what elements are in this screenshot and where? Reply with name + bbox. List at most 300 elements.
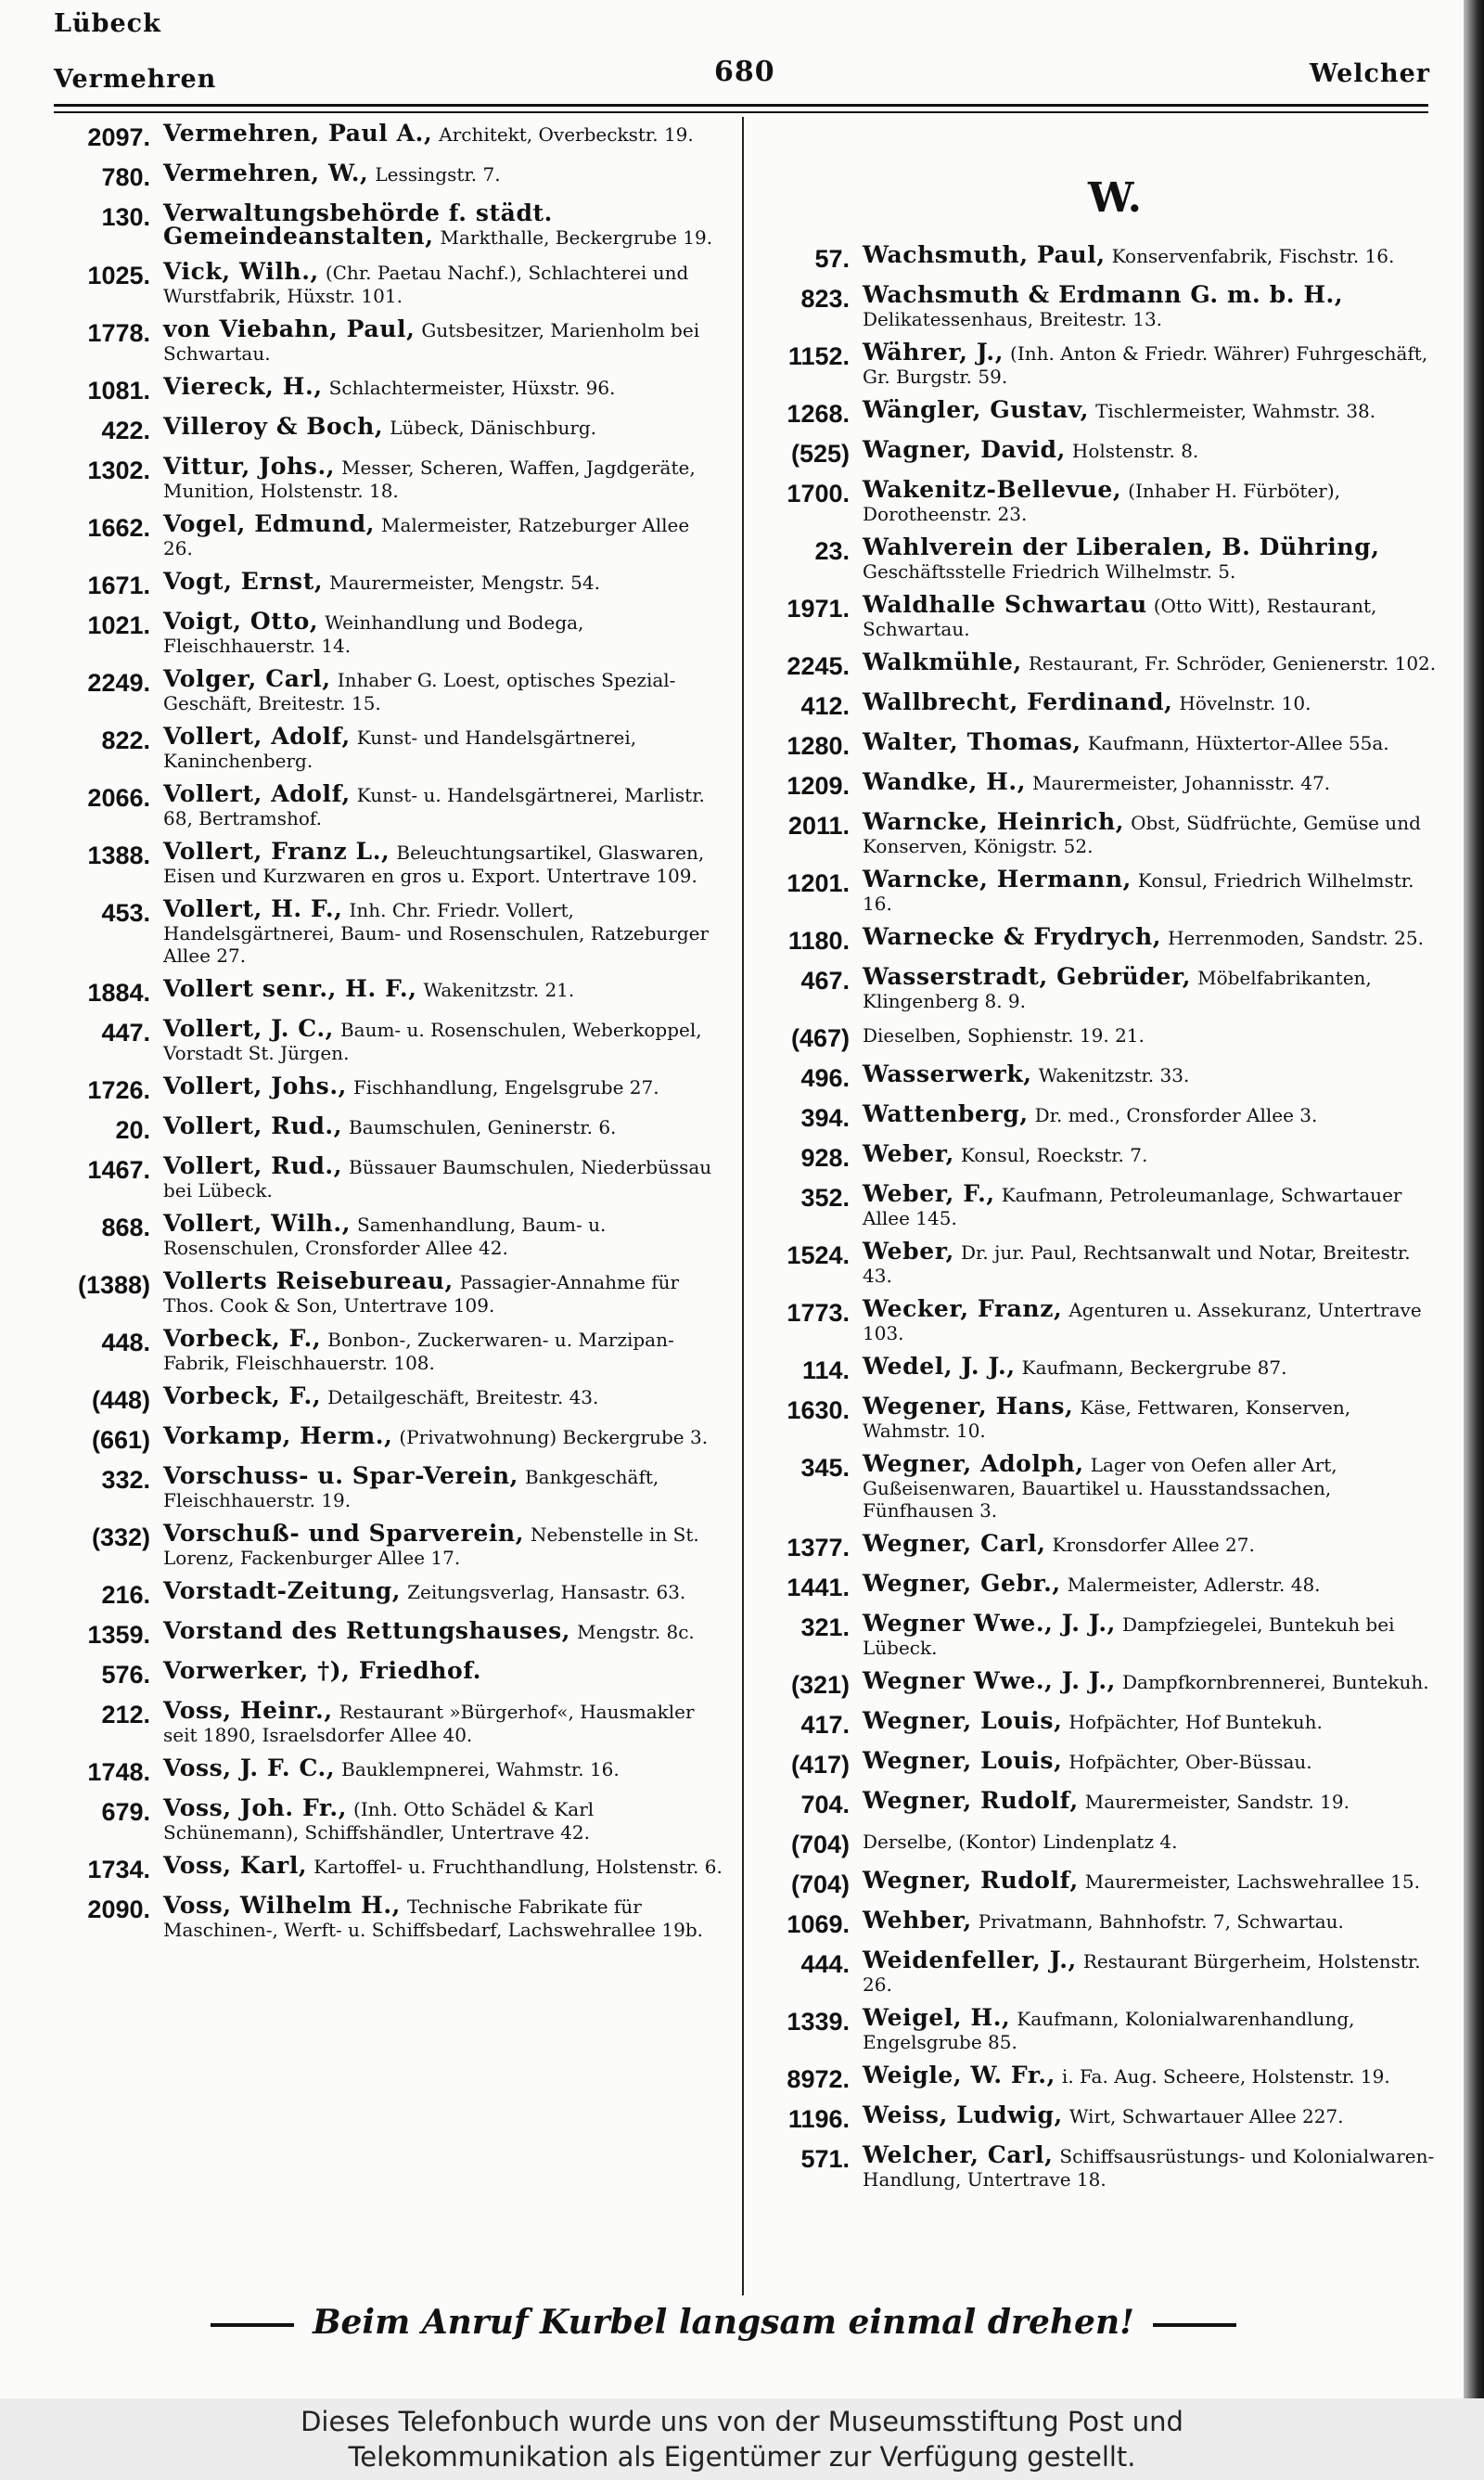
- entry-name: Vorstand des Rettungshauses,: [163, 1617, 571, 1644]
- directory-entry: [753, 728, 1439, 760]
- entry-name: Weidenfeller, J.,: [863, 1947, 1077, 1973]
- entry-details: Käse, Fettwaren, Konserven, Wahmstr. 10.: [863, 1396, 1351, 1442]
- directory-entry: [54, 1577, 723, 1609]
- entry-details: Hofpächter, Ober-Büssau.: [1068, 1751, 1312, 1773]
- directory-entry: [753, 1667, 1439, 1699]
- entry-name: Vollert senr., H. F.,: [163, 975, 417, 1002]
- entry-text: [850, 1023, 1439, 1047]
- directory-entry: [753, 2101, 1439, 2133]
- entry-details: Derselbe, (Kontor) Lindenplatz 4.: [863, 1831, 1178, 1853]
- entry-phone-number: 1069.: [787, 1910, 850, 1938]
- directory-entry: [753, 396, 1439, 428]
- entry-details: Holstenstr. 8.: [1071, 440, 1199, 462]
- directory-entry: [54, 1015, 723, 1064]
- entry-text: [850, 2064, 1439, 2088]
- entry-text: [150, 1015, 723, 1064]
- entry-name: Voss, Joh. Fr.,: [163, 1794, 348, 1821]
- entry-phone-number: 822.: [101, 726, 150, 754]
- entry-text: [850, 1787, 1439, 1814]
- directory-entry: [54, 780, 723, 829]
- entry-details: Messer, Scheren, Waffen, Jagdgeräte, Munition, Holstenstr. 18.: [163, 456, 696, 502]
- entry-text: [850, 436, 1439, 463]
- entry-phone-number: (661): [91, 1426, 150, 1454]
- directory-entry: [753, 1787, 1439, 1818]
- entry-phone-number: (704): [790, 1831, 850, 1858]
- entry-name: von Viebahn, Paul,: [163, 315, 416, 342]
- directory-entry: [753, 1353, 1439, 1384]
- entry-text: [150, 1754, 723, 1781]
- directory-entry: [54, 1152, 723, 1201]
- entry-phone-number: 412.: [800, 692, 850, 720]
- directory-entry: [753, 2064, 1439, 2093]
- entry-text: [850, 2101, 1439, 2128]
- entry-details: Restaurant Bürgerheim, Holstenstr. 26.: [863, 1950, 1421, 1996]
- entry-name: Vorbeck, F.,: [163, 1325, 322, 1352]
- entry-phone-number: 114.: [801, 1356, 850, 1384]
- entry-text: [850, 1180, 1439, 1229]
- entry-text: [850, 533, 1439, 583]
- directory-entry: [54, 315, 723, 365]
- slogan-dash-right: [1153, 2323, 1236, 2327]
- entry-phone-number: 1196.: [787, 2105, 850, 2133]
- entry-phone-number: 571.: [800, 2145, 850, 2173]
- entry-text: [850, 1570, 1439, 1597]
- entry-details: Möbelfabrikanten, Klingenberg 8. 9.: [863, 967, 1372, 1012]
- entry-text: [850, 651, 1439, 675]
- entry-text: [150, 568, 723, 595]
- entry-text: [150, 1325, 723, 1374]
- entry-name: Wegner, Adolph,: [863, 1450, 1084, 1477]
- entry-details: (Privatwohnung) Beckergrube 3.: [399, 1426, 709, 1448]
- entry-phone-number: 1726.: [87, 1076, 150, 1104]
- entry-phone-number: 332.: [101, 1466, 150, 1494]
- directory-entry: [753, 1060, 1439, 1092]
- directory-entry: [753, 1570, 1439, 1601]
- entry-name: Wachsmuth & Erdmann G. m. b. H.,: [863, 281, 1344, 308]
- entry-text: [850, 1949, 1439, 1996]
- entry-text: [150, 122, 723, 147]
- entry-details: Schlachtermeister, Hüxstr. 96.: [328, 377, 616, 399]
- entry-details: Obst, Südfrüchte, Gemüse und Konserven, Königstr. 52.: [863, 812, 1421, 857]
- entry-name: Wehber,: [863, 1907, 972, 1934]
- directory-entry: [54, 162, 723, 191]
- entry-name: Wängler, Gustav,: [863, 396, 1090, 423]
- entry-phone-number: 1268.: [787, 400, 850, 428]
- entry-details: i. Fa. Aug. Scheere, Holstenstr. 19.: [1061, 2065, 1390, 2088]
- entry-phone-number: (448): [91, 1386, 150, 1414]
- entry-phone-number: (332): [91, 1523, 150, 1551]
- entry-phone-number: 447.: [101, 1019, 150, 1047]
- entry-text: [150, 1267, 723, 1317]
- entry-name: Walter, Thomas,: [863, 728, 1081, 755]
- entry-phone-number: (704): [790, 1870, 850, 1898]
- entry-phone-number: 352.: [800, 1184, 850, 1212]
- entry-text: [850, 808, 1439, 857]
- entry-text: [850, 1060, 1439, 1087]
- entry-phone-number: 394.: [800, 1104, 850, 1132]
- entry-phone-number: (417): [790, 1751, 850, 1779]
- entry-text: [150, 1382, 723, 1409]
- entry-text: [850, 591, 1439, 640]
- directory-entry: [753, 1707, 1439, 1739]
- entry-phone-number: 20.: [115, 1116, 150, 1144]
- entry-text: [150, 413, 723, 440]
- entry-text: [850, 1240, 1439, 1287]
- entry-details: Beleuchtungsartikel, Glaswaren, Eisen und Kurzwaren en gros u. Export. Untertrave 109.: [163, 842, 705, 887]
- entry-name: Wandke, H.,: [863, 768, 1027, 795]
- entry-name: Verwaltungsbehörde f. städt. Gemeindeanstalten,: [163, 199, 553, 250]
- entry-phone-number: 1884.: [87, 979, 150, 1007]
- entry-phone-number: 868.: [101, 1214, 150, 1241]
- entry-name: Wagner, David,: [863, 436, 1066, 463]
- entry-details: Nebenstelle in St. Lorenz, Fackenburger Allee 17.: [163, 1523, 699, 1569]
- directory-entry: [753, 533, 1439, 583]
- entry-phone-number: 1280.: [787, 732, 850, 760]
- entry-details: Inhaber G. Loest, optisches Spezial-Geschäft, Breitestr. 15.: [163, 669, 676, 714]
- directory-entry: [753, 436, 1439, 468]
- entry-name: Waldhalle Schwartau: [863, 591, 1147, 618]
- entry-details: Inh. Chr. Friedr. Vollert, Handelsgärtnerei, Baum- und Rosenschulen, Ratzeburger Allee 27.: [163, 899, 710, 967]
- directory-entry: [753, 591, 1439, 640]
- entry-details: Schiffsausrüstungs- und Kolonialwaren-Handlung, Untertrave 18.: [863, 2145, 1435, 2191]
- directory-entry: [54, 258, 723, 307]
- entry-phone-number: 2011.: [787, 812, 850, 840]
- right-entry-list: [753, 241, 1439, 2191]
- directory-entry: [753, 281, 1439, 330]
- entry-phone-number: 216.: [101, 1581, 150, 1609]
- entry-phone-number: 1377.: [787, 1534, 850, 1561]
- entry-text: [850, 1395, 1439, 1442]
- slogan-dash-left: [211, 2323, 294, 2327]
- entry-name: Vorschuß- und Sparverein,: [163, 1520, 524, 1547]
- entry-phone-number: 1524.: [787, 1241, 850, 1269]
- entry-name: Wegner Wwe., J. J.,: [863, 1610, 1116, 1637]
- entry-phone-number: (1388): [77, 1271, 150, 1299]
- directory-entry: [54, 1422, 723, 1454]
- entry-phone-number: 1302.: [87, 456, 150, 484]
- entry-text: [850, 963, 1439, 1012]
- entry-name: Vollert, H. F.,: [163, 895, 343, 922]
- directory-entry: [753, 688, 1439, 720]
- entry-phone-number: 704.: [800, 1791, 850, 1818]
- directory-entry: [54, 1852, 723, 1883]
- entry-name: Weber,: [863, 1140, 954, 1167]
- entry-details: Bankgeschäft, Fleischhauerstr. 19.: [163, 1466, 659, 1511]
- entry-details: Zeitungsverlag, Hansastr. 63.: [407, 1581, 686, 1603]
- entry-details: Dieselben, Sophienstr. 19. 21.: [863, 1024, 1145, 1047]
- entry-text: [150, 665, 723, 714]
- entry-name: Wegner, Louis,: [863, 1707, 1063, 1734]
- entry-text: [150, 199, 723, 250]
- entry-text: [150, 838, 723, 887]
- directory-entry: [753, 651, 1439, 680]
- entry-text: [150, 1852, 723, 1879]
- entry-name: Vollert, Johs.,: [163, 1073, 347, 1099]
- entry-phone-number: 1778.: [87, 319, 150, 347]
- left-column: [54, 122, 723, 1952]
- entry-phone-number: 212.: [101, 1701, 150, 1728]
- slogan-banner: [0, 2303, 1447, 2342]
- entry-phone-number: 1152.: [787, 342, 850, 370]
- entry-details: Detailgeschäft, Breitestr. 43.: [327, 1386, 599, 1408]
- entry-details: Lager von Oefen aller Art, Gußeisenwaren, Bauartikel u. Hausstandssachen, Fünfhausen 3.: [863, 1454, 1337, 1522]
- entry-name: Vorkamp, Herm.,: [163, 1422, 393, 1449]
- entry-phone-number: 1467.: [87, 1156, 150, 1184]
- directory-entry: [54, 975, 723, 1007]
- entry-text: [850, 476, 1439, 525]
- entry-name: Voss, Karl,: [163, 1852, 308, 1879]
- entry-details: Kronsdorfer Allee 27.: [1052, 1534, 1255, 1556]
- entry-details: Gutsbesitzer, Marienholm bei Schwartau.: [163, 319, 700, 365]
- entry-details: Kaufmann, Kolonialwarenhandlung, Engelsgrube 85.: [863, 2008, 1355, 2053]
- entry-name: Vorbeck, F.,: [163, 1382, 322, 1409]
- directory-entry: [753, 1180, 1439, 1229]
- entry-details: Lübeck, Dänischburg.: [390, 417, 597, 439]
- directory-entry: [54, 1617, 723, 1649]
- directory-entry: [753, 868, 1439, 915]
- entry-details: Wakenitzstr. 21.: [423, 979, 575, 1001]
- section-letter: W.: [1088, 174, 1142, 222]
- directory-entry: [54, 610, 723, 657]
- archive-footer: [0, 2398, 1484, 2480]
- directory-entry: [753, 2141, 1439, 2191]
- directory-entry: [753, 1747, 1439, 1779]
- entry-name: Vorschuss- u. Spar-Verein,: [163, 1462, 518, 1489]
- directory-entry: [54, 1657, 723, 1689]
- header-rule-thin: [54, 111, 1428, 113]
- entry-name: Vogel, Edmund,: [163, 510, 375, 537]
- entry-phone-number: 345.: [800, 1454, 850, 1482]
- entry-details: Lessingstr. 7.: [375, 163, 501, 186]
- entry-phone-number: 57.: [814, 245, 850, 273]
- directory-entry: [54, 568, 723, 599]
- entry-details: Herrenmoden, Sandstr. 25.: [1168, 927, 1424, 949]
- entry-name: Vollert, Wilh.,: [163, 1210, 352, 1237]
- directory-entry: [54, 413, 723, 444]
- entry-phone-number: (467): [790, 1024, 850, 1052]
- entry-text: [850, 1707, 1439, 1734]
- entry-details: Bauklempnerei, Wahmstr. 16.: [341, 1758, 620, 1780]
- entry-details: Kunst- und Handelsgärtnerei, Kaninchenberg.: [163, 726, 637, 772]
- entry-text: [850, 1909, 1439, 1934]
- entry-phone-number: 1081.: [87, 377, 150, 405]
- entry-name: Voigt, Otto,: [163, 608, 319, 635]
- entry-text: [850, 688, 1439, 715]
- entry-phone-number: 417.: [800, 1711, 850, 1739]
- entry-text: [150, 780, 723, 829]
- entry-phone-number: 928.: [800, 1144, 850, 1172]
- entry-text: [150, 1892, 723, 1941]
- entry-text: [150, 258, 723, 307]
- entry-details: Büssauer Baumschulen, Niederbüssau bei Lübeck.: [163, 1156, 712, 1201]
- entry-details: Weinhandlung und Bodega, Fleischhauerstr. 14.: [163, 611, 584, 657]
- entry-phone-number: 444.: [800, 1950, 850, 1978]
- entry-name: Weber,: [863, 1238, 954, 1265]
- entry-phone-number: 1773.: [787, 1299, 850, 1327]
- entry-name: Weber, F.,: [863, 1180, 995, 1207]
- entry-details: Malermeister, Ratzeburger Allee 26.: [163, 514, 690, 559]
- entry-name: Wegner, Gebr.,: [863, 1570, 1061, 1597]
- entry-text: [150, 373, 723, 400]
- entry-name: Wakenitz-Bellevue,: [863, 476, 1122, 503]
- entry-text: [850, 241, 1439, 268]
- entry-details: Hövelnstr. 10.: [1179, 692, 1311, 714]
- entry-name: Wallbrecht, Ferdinand,: [863, 688, 1173, 715]
- entry-text: [150, 1794, 723, 1844]
- entry-phone-number: 1359.: [87, 1621, 150, 1649]
- entry-text: [150, 975, 723, 1002]
- entry-details: Fischhandlung, Engelsgrube 27.: [352, 1076, 659, 1099]
- directory-entry: [54, 665, 723, 714]
- entry-phone-number: 130.: [101, 203, 150, 231]
- entry-details: Konsul, Roeckstr. 7.: [961, 1144, 1148, 1166]
- entry-name: Wegner, Rudolf,: [863, 1787, 1079, 1814]
- entry-phone-number: 467.: [800, 967, 850, 995]
- entry-text: [150, 1112, 723, 1139]
- entry-name: Vick, Wilh.,: [163, 258, 319, 285]
- entry-text: [850, 1100, 1439, 1127]
- directory-entry: [753, 1909, 1439, 1938]
- entry-details: Technische Fabrikate für Maschinen-, Werft- u. Schiffsbedarf, Lachswehrallee 19b.: [163, 1895, 703, 1941]
- entry-phone-number: 780.: [101, 163, 150, 191]
- directory-entry: [753, 1023, 1439, 1052]
- directory-entry: [753, 1100, 1439, 1132]
- header-rule: [54, 104, 1428, 107]
- entry-phone-number: 679.: [101, 1798, 150, 1826]
- entry-phone-number: 1209.: [787, 772, 850, 800]
- directory-entry: [753, 1240, 1439, 1287]
- entry-phone-number: 2090.: [87, 1895, 150, 1923]
- entry-details: Delikatessenhaus, Breitestr. 13.: [863, 308, 1163, 330]
- entry-name: Wahlverein der Liberalen, B. Dühring,: [863, 533, 1380, 560]
- entry-phone-number: 1441.: [787, 1574, 850, 1601]
- entry-phone-number: 576.: [101, 1661, 150, 1689]
- header-last-entry: Welcher: [1309, 59, 1430, 88]
- entry-phone-number: 496.: [800, 1064, 850, 1092]
- directory-entry: [753, 808, 1439, 857]
- entry-name: Wasserstradt, Gebrüder,: [863, 963, 1192, 990]
- directory-entry: [54, 1325, 723, 1374]
- entry-name: Voss, Wilhelm H.,: [163, 1892, 401, 1919]
- entry-text: [850, 1830, 1439, 1854]
- entry-name: Vollert, Rud.,: [163, 1112, 343, 1139]
- entry-phone-number: 1748.: [87, 1758, 150, 1786]
- entry-details: (Inh. Anton & Friedr. Währer) Fuhrgeschäft, Gr. Burgstr. 59.: [863, 342, 1428, 388]
- entry-name: Warncke, Heinrich,: [863, 808, 1125, 835]
- entry-text: [150, 510, 723, 559]
- entry-details: Dr. med., Cronsforder Allee 3.: [1034, 1104, 1318, 1126]
- entry-text: [850, 281, 1439, 330]
- directory-entry: [54, 1075, 723, 1104]
- directory-entry: [54, 1210, 723, 1259]
- entry-name: Wattenberg,: [863, 1100, 1029, 1127]
- directory-entry: [54, 838, 723, 887]
- entry-details: Architekt, Overbeckstr. 19.: [439, 123, 694, 146]
- entry-phone-number: 1025.: [87, 262, 150, 289]
- directory-entry: [54, 1382, 723, 1414]
- directory-entry: [753, 1295, 1439, 1344]
- entry-details: Kunst- u. Handelsgärtnerei, Marlistr. 68, Bertramshof.: [163, 784, 705, 829]
- entry-phone-number: 1388.: [87, 842, 150, 869]
- page-number: 680: [714, 56, 775, 88]
- entry-phone-number: 2245.: [787, 652, 850, 680]
- entry-phone-number: 23.: [814, 537, 850, 565]
- right-column: [753, 122, 1439, 2202]
- entry-details: Privatmann, Bahnhofstr. 7, Schwartau.: [978, 1910, 1344, 1933]
- directory-entry: [753, 1530, 1439, 1561]
- entry-details: (Otto Witt), Restaurant, Schwartau.: [863, 595, 1377, 640]
- directory-entry: [54, 1462, 723, 1511]
- entry-text: [850, 1867, 1439, 1894]
- entry-phone-number: 321.: [800, 1613, 850, 1641]
- entry-name: Warncke, Hermann,: [863, 866, 1132, 893]
- entry-name: Weiss, Ludwig,: [863, 2101, 1063, 2128]
- entry-details: (Chr. Paetau Nachf.), Schlachterei und Wurstfabrik, Hüxstr. 101.: [163, 262, 689, 307]
- entry-details: Tischlermeister, Wahmstr. 38.: [1095, 400, 1376, 422]
- entry-text: [150, 1152, 723, 1201]
- entry-name: Wegner, Rudolf,: [863, 1867, 1079, 1894]
- entry-name: Welcher, Carl,: [863, 2141, 1054, 2168]
- entry-phone-number: 2097.: [87, 123, 150, 151]
- entry-text: [150, 895, 723, 967]
- directory-entry: [753, 1949, 1439, 1996]
- entry-details: Konservenfabrik, Fischstr. 16.: [1111, 245, 1395, 267]
- entry-phone-number: 448.: [101, 1329, 150, 1356]
- entry-phone-number: (321): [790, 1671, 850, 1699]
- entry-phone-number: 2249.: [87, 669, 150, 697]
- directory-entry: [54, 895, 723, 967]
- entry-details: (Inh. Otto Schädel & Karl Schünemann), Schiffshändler, Untertrave 42.: [163, 1798, 595, 1844]
- entry-text: [150, 1075, 723, 1099]
- directory-entry: [753, 963, 1439, 1012]
- entry-name: Warnecke & Frydrych,: [863, 923, 1162, 950]
- entry-name: Vollerts Reisebureau,: [163, 1267, 454, 1294]
- directory-entry: [54, 1520, 723, 1569]
- entry-text: [150, 315, 723, 365]
- entry-name: Vermehren, W.,: [163, 160, 369, 186]
- entry-details: Dr. jur. Paul, Rechtsanwalt und Notar, Breitestr. 43.: [863, 1241, 1411, 1287]
- entry-phone-number: 453.: [101, 899, 150, 927]
- entry-name: Vittur, Johs.,: [163, 453, 336, 480]
- entry-details: Kartoffel- u. Fruchthandlung, Holstenstr. 6.: [313, 1856, 723, 1878]
- directory-entry: [54, 723, 723, 772]
- entry-name: Weigle, W. Fr.,: [863, 2062, 1055, 2088]
- entry-details: Maurermeister, Mengstr. 54.: [329, 572, 600, 594]
- entry-text: [150, 453, 723, 502]
- directory-entry: [54, 1112, 723, 1144]
- entry-details: (Inhaber H. Fürböter), Dorotheenstr. 23.: [863, 480, 1341, 525]
- entry-details: Wakenitzstr. 33.: [1038, 1064, 1190, 1086]
- entry-phone-number: 2066.: [87, 784, 150, 812]
- entry-text: [850, 1353, 1439, 1380]
- entry-text: [850, 2004, 1439, 2053]
- entry-details: Dampfziegelei, Buntekuh bei Lübeck.: [863, 1613, 1395, 1659]
- entry-text: [850, 2141, 1439, 2191]
- entry-phone-number: 422.: [101, 417, 150, 444]
- footer-line-1: Dieses Telefonbuch wurde uns von der Museumsstiftung Post und: [301, 2406, 1183, 2437]
- entry-text: [850, 728, 1439, 755]
- footer-line-2: Telekommunikation als Eigentümer zur Verfügung gestellt.: [348, 2441, 1136, 2473]
- entry-text: [150, 1617, 723, 1644]
- entry-text: [850, 396, 1439, 423]
- entry-name: Voss, Heinr.,: [163, 1697, 333, 1724]
- entry-text: [150, 1210, 723, 1259]
- slogan-text: Beim Anruf Kurbel langsam einmal drehen!: [313, 2303, 1134, 2342]
- entry-details: Maurermeister, Johannisstr. 47.: [1032, 772, 1331, 794]
- entry-name: Villeroy & Boch,: [163, 413, 384, 440]
- entry-name: Voss, J. F. C.,: [163, 1754, 336, 1781]
- directory-entry: [54, 199, 723, 250]
